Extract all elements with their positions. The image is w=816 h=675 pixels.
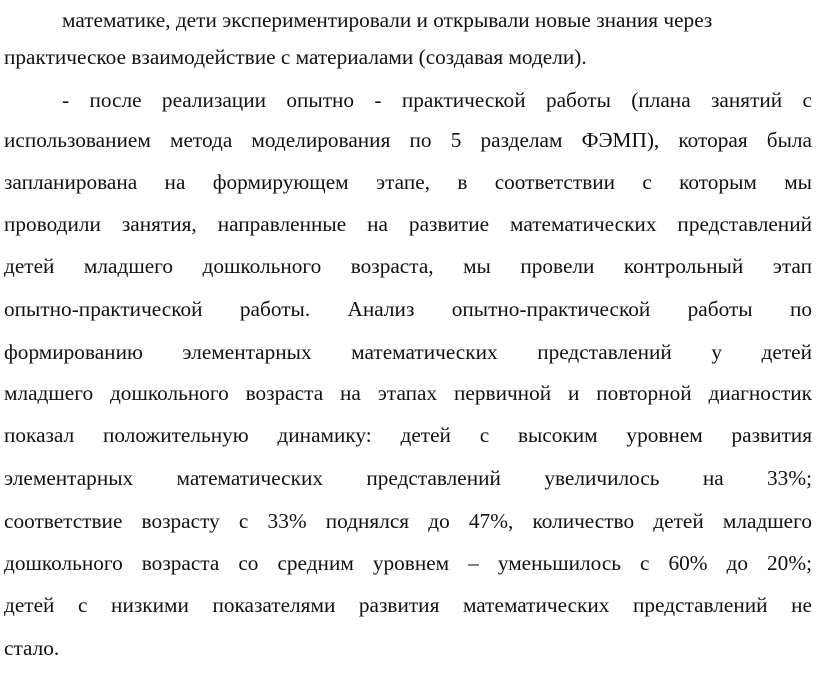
paragraph-2-line-6: опытно-практической работы. Анализ опытно-практической работы по	[4, 297, 812, 321]
paragraph-2-line-14: стало.	[4, 636, 60, 660]
paragraph-2-line-10: элементарных математических представлений увеличилось на 33%;	[4, 466, 812, 490]
paragraph-2-line-3: запланирована на формирующем этапе, в соответствии с которым мы	[4, 170, 812, 194]
paragraph-2-line-9: показал положительную динамику: детей с высоким уровнем развития	[4, 423, 812, 447]
paragraph-2-line-12: дошкольного возраста со средним уровнем – уменьшилось с 60% до 20%;	[4, 551, 812, 575]
paragraph-2-line-8: младшего дошкольного возраста на этапах первичной и повторной диагностик	[4, 381, 812, 405]
paragraph-1-line-1: математике, дети экспериментировали и открывали новые знания через	[62, 8, 713, 32]
paragraph-2-line-11: соответствие возрасту с 33% поднялся до 47%, количество детей младшего	[4, 509, 812, 533]
paragraph-1-line-2: практическое взаимодействие с материалами (создавая модели).	[4, 45, 587, 69]
paragraph-2-line-4: проводили занятия, направленные на развитие математических представлений	[4, 212, 812, 236]
paragraph-2-line-5: детей младшего дошкольного возраста, мы провели контрольный этап	[4, 254, 812, 278]
paragraph-2-line-1: - после реализации опытно - практической работы (плана занятий с	[62, 88, 812, 112]
paragraph-2-line-13: детей с низкими показателями развития математических представлений не	[4, 593, 812, 617]
paragraph-2-line-7: формированию элементарных математических представлений у детей	[4, 340, 812, 364]
paragraph-2-line-2: использованием метода моделирования по 5 разделам ФЭМП), которая была	[4, 128, 812, 152]
